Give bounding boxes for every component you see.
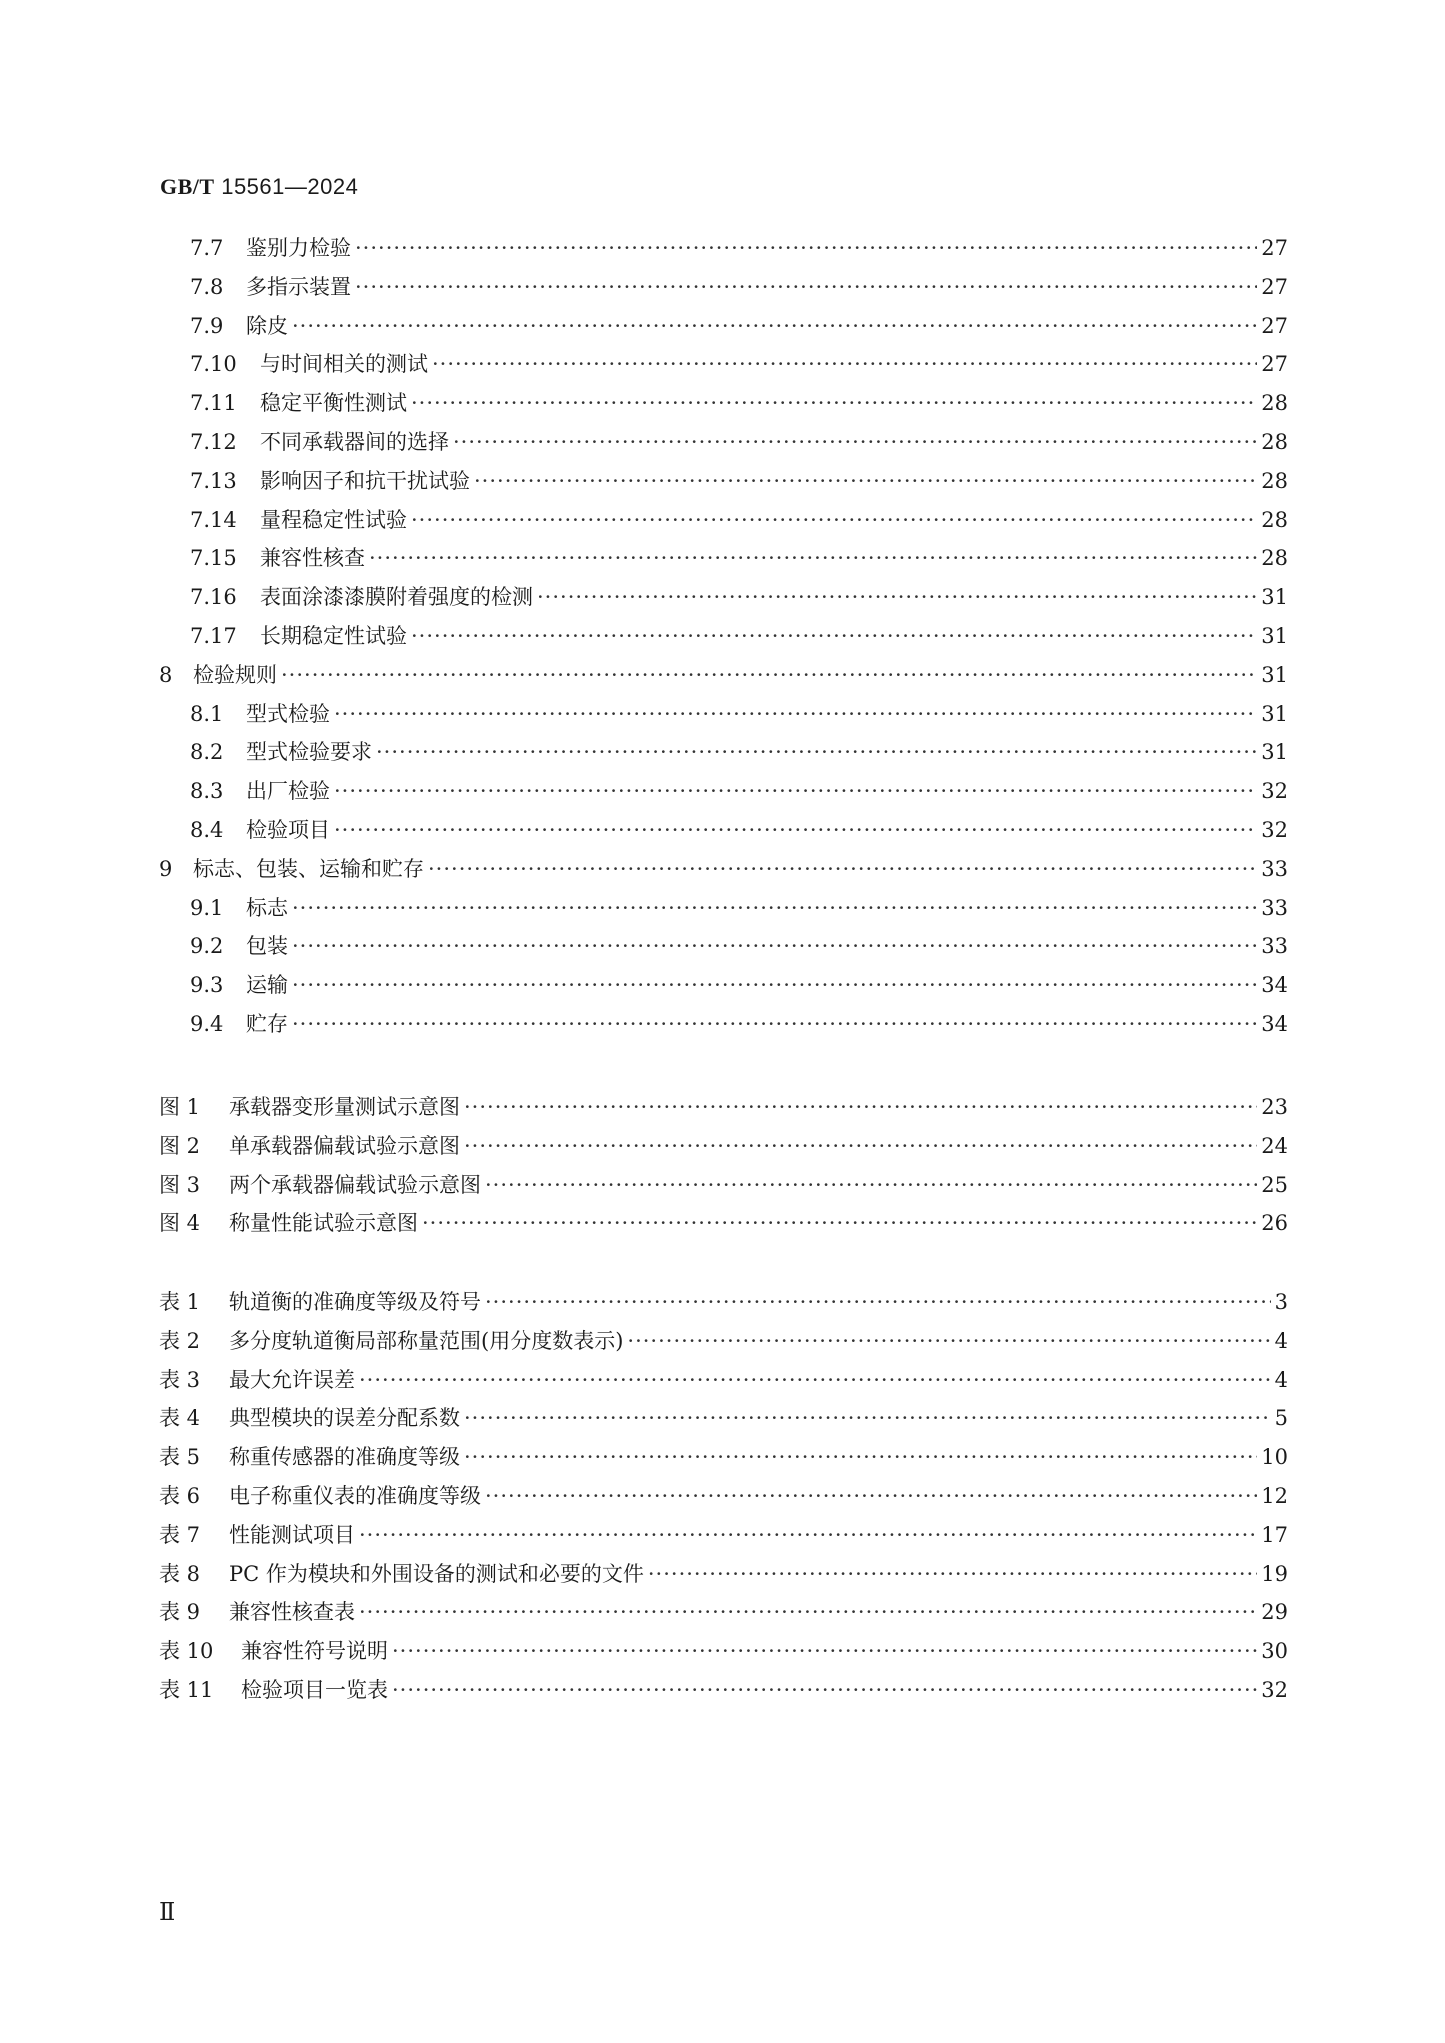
toc-entry[interactable] bbox=[190, 736, 1288, 766]
toc-entry[interactable] bbox=[190, 426, 1288, 456]
dot-leader bbox=[355, 233, 1257, 263]
dot-leader bbox=[474, 466, 1257, 496]
dot-leader bbox=[464, 1092, 1257, 1122]
toc-entry-number: 表 2 bbox=[159, 1328, 201, 1353]
dot-leader bbox=[648, 1559, 1257, 1589]
toc-entry-page: 33 bbox=[1261, 895, 1288, 920]
toc-entry-title: 量程稳定性试验 bbox=[260, 507, 407, 532]
toc-entry-title: 典型模块的误差分配系数 bbox=[229, 1406, 460, 1431]
toc-entry-title: 单承载器偏载试验示意图 bbox=[229, 1133, 460, 1158]
toc-entry-title: 电子称重仪表的准确度等级 bbox=[229, 1484, 481, 1508]
toc-entry-number: 表 8 bbox=[159, 1561, 201, 1586]
toc-entry-number: 图 3 bbox=[159, 1172, 201, 1197]
toc-entry[interactable] bbox=[190, 775, 1288, 805]
toc-entry-number: 9.4 bbox=[190, 1012, 224, 1036]
toc-entry[interactable] bbox=[190, 892, 1288, 922]
document-header bbox=[160, 174, 358, 200]
toc-entry-page: 30 bbox=[1261, 1639, 1288, 1664]
toc-entry-title: 不同承载器间的选择 bbox=[260, 430, 449, 454]
toc-entry-title: 出厂检验 bbox=[246, 779, 330, 804]
dot-leader bbox=[392, 1675, 1257, 1705]
toc-entry[interactable] bbox=[159, 1130, 1288, 1160]
dot-leader bbox=[428, 854, 1257, 884]
toc-entry-title: 兼容性符号说明 bbox=[241, 1639, 388, 1664]
toc-entry[interactable] bbox=[159, 1169, 1288, 1199]
toc-entry[interactable] bbox=[190, 930, 1288, 960]
toc-entry-title: 型式检验要求 bbox=[246, 740, 372, 765]
toc-entry-number: 表 10 bbox=[159, 1639, 214, 1664]
toc-entry-title: 多分度轨道衡局部称量范围(用分度数表示) bbox=[229, 1328, 624, 1353]
toc-entry-page: 26 bbox=[1261, 1211, 1288, 1236]
toc-entry-page: 24 bbox=[1261, 1133, 1288, 1158]
toc-entry-number: 8 bbox=[159, 662, 173, 687]
toc-entry-number: 图 4 bbox=[159, 1211, 201, 1236]
toc-entry-number: 7.12 bbox=[190, 430, 237, 454]
dot-leader bbox=[453, 427, 1257, 457]
dot-leader bbox=[464, 1131, 1257, 1161]
toc-entry[interactable] bbox=[159, 1674, 1288, 1704]
toc-entry-page: 5 bbox=[1274, 1406, 1288, 1431]
toc-entry-page: 32 bbox=[1261, 779, 1288, 804]
dot-leader bbox=[392, 1636, 1257, 1666]
toc-entry-title: 多指示装置 bbox=[246, 274, 351, 299]
toc-entry-title: 性能测试项目 bbox=[229, 1522, 355, 1547]
dot-leader bbox=[422, 1208, 1257, 1238]
toc-entry-title: 检验项目一览表 bbox=[241, 1678, 388, 1702]
toc-entry-page: 3 bbox=[1274, 1290, 1288, 1314]
toc-entry-number: 7.8 bbox=[190, 274, 224, 299]
toc-entry-title: 型式检验 bbox=[246, 701, 330, 726]
toc-entry-title: 除皮 bbox=[246, 313, 288, 338]
toc-entry-page: 28 bbox=[1261, 468, 1288, 493]
toc-entry[interactable] bbox=[190, 620, 1288, 650]
toc-entry-title: 检验项目 bbox=[246, 818, 330, 842]
dot-leader bbox=[627, 1326, 1270, 1356]
toc-entry-number: 7.15 bbox=[190, 546, 237, 571]
toc-entry-title: 贮存 bbox=[246, 1012, 288, 1036]
toc-entry[interactable] bbox=[159, 1286, 1288, 1316]
dot-leader bbox=[537, 582, 1257, 612]
toc-entry-title: 承载器变形量测试示意图 bbox=[229, 1095, 460, 1119]
toc-entry-number: 表 11 bbox=[159, 1678, 214, 1702]
toc-entry-page: 34 bbox=[1261, 1012, 1288, 1036]
toc-entry-number: 7.14 bbox=[190, 507, 237, 532]
toc-entry-number: 8.2 bbox=[190, 740, 224, 765]
dot-leader bbox=[411, 388, 1257, 418]
toc-entry[interactable] bbox=[190, 387, 1288, 417]
toc-entry-page: 19 bbox=[1261, 1561, 1288, 1586]
toc-entry[interactable] bbox=[159, 1558, 1288, 1588]
toc-entry-page: 25 bbox=[1261, 1172, 1288, 1197]
toc-entry-page: 10 bbox=[1261, 1445, 1288, 1470]
toc-entry-page: 28 bbox=[1261, 391, 1288, 416]
toc-entry-number: 表 3 bbox=[159, 1367, 201, 1392]
toc-entry-page: 28 bbox=[1261, 546, 1288, 571]
toc-entry-title: 标志 bbox=[246, 895, 288, 920]
toc-entry[interactable] bbox=[159, 1402, 1288, 1432]
toc-entry-page: 31 bbox=[1261, 701, 1288, 726]
toc-entry-title: 稳定平衡性测试 bbox=[260, 391, 407, 416]
toc-entry-page: 27 bbox=[1261, 352, 1288, 377]
toc-entry-page: 31 bbox=[1261, 585, 1288, 610]
toc-entry-number: 7.9 bbox=[190, 313, 224, 338]
toc-entry-number: 表 7 bbox=[159, 1522, 201, 1547]
dot-leader bbox=[376, 737, 1257, 767]
dot-leader bbox=[464, 1403, 1271, 1433]
toc-entry[interactable] bbox=[190, 814, 1288, 844]
dot-leader bbox=[485, 1481, 1257, 1511]
dot-leader bbox=[292, 931, 1257, 961]
toc-entry[interactable] bbox=[159, 1364, 1288, 1394]
dot-leader bbox=[281, 660, 1257, 690]
dot-leader bbox=[334, 699, 1257, 729]
toc-entry-page: 29 bbox=[1261, 1600, 1288, 1625]
toc-entry[interactable] bbox=[190, 348, 1288, 378]
toc-entry-page: 27 bbox=[1261, 236, 1288, 260]
toc-entry-page: 31 bbox=[1261, 624, 1288, 648]
toc-entry-page: 28 bbox=[1261, 430, 1288, 454]
toc-entry[interactable] bbox=[190, 581, 1288, 611]
toc-entry[interactable] bbox=[159, 659, 1288, 689]
toc-entry-number: 8.1 bbox=[190, 701, 224, 726]
toc-entry-page: 27 bbox=[1261, 313, 1288, 338]
toc-entry-number: 7.13 bbox=[190, 468, 237, 493]
toc-entry-number: 表 5 bbox=[159, 1445, 201, 1470]
toc-entry-number: 9.2 bbox=[190, 934, 224, 959]
toc-entry[interactable] bbox=[159, 1207, 1288, 1237]
toc-entry-page: 31 bbox=[1261, 740, 1288, 765]
toc-entry-title: PC 作为模块和外围设备的测试和必要的文件 bbox=[229, 1561, 644, 1586]
toc-entry-number: 表 6 bbox=[159, 1484, 201, 1508]
dot-leader bbox=[432, 349, 1257, 379]
dot-leader bbox=[359, 1597, 1257, 1627]
toc-entry-title: 最大允许误差 bbox=[229, 1367, 355, 1392]
toc-entry-title: 影响因子和抗干扰试验 bbox=[260, 468, 470, 493]
toc-entry-title: 轨道衡的准确度等级及符号 bbox=[229, 1290, 481, 1314]
toc-entry-number: 8.4 bbox=[190, 818, 224, 842]
toc-entry-page: 28 bbox=[1261, 507, 1288, 532]
toc-entry[interactable] bbox=[159, 1480, 1288, 1510]
dot-leader bbox=[359, 1365, 1271, 1395]
toc-entry-number: 7.10 bbox=[190, 352, 237, 377]
standard-code: GB/T bbox=[160, 174, 215, 199]
toc-entry[interactable] bbox=[190, 542, 1288, 572]
toc-entry[interactable] bbox=[159, 1635, 1288, 1665]
toc-entry[interactable] bbox=[159, 1325, 1288, 1355]
dot-leader bbox=[292, 970, 1257, 1000]
toc-entry[interactable] bbox=[190, 232, 1288, 262]
toc-entry-page: 12 bbox=[1261, 1484, 1288, 1508]
toc-entry-number: 7.7 bbox=[190, 236, 224, 260]
toc-entry-page: 32 bbox=[1261, 818, 1288, 842]
toc-entry-title: 检验规则 bbox=[193, 662, 277, 687]
page-numeral: Ⅱ bbox=[159, 1900, 176, 1926]
toc-entry-title: 表面涂漆漆膜附着强度的检测 bbox=[260, 585, 533, 610]
toc-entry-page: 34 bbox=[1261, 973, 1288, 998]
toc-entry[interactable] bbox=[159, 1596, 1288, 1626]
toc-entry-number: 7.16 bbox=[190, 585, 237, 610]
toc-entry-number: 表 1 bbox=[159, 1290, 201, 1314]
dot-leader bbox=[411, 505, 1257, 535]
toc-entry-number: 表 9 bbox=[159, 1600, 201, 1625]
toc-entry[interactable] bbox=[159, 1441, 1288, 1471]
toc-entry-page: 4 bbox=[1274, 1328, 1288, 1353]
toc-entry-title: 与时间相关的测试 bbox=[260, 352, 428, 377]
dot-leader bbox=[292, 1009, 1257, 1039]
toc-entry[interactable] bbox=[190, 698, 1288, 728]
toc-entry[interactable] bbox=[190, 504, 1288, 534]
dot-leader bbox=[334, 815, 1257, 845]
toc-entry[interactable] bbox=[159, 1091, 1288, 1121]
toc-entry-number: 9.3 bbox=[190, 973, 224, 998]
toc-entry-title: 包装 bbox=[246, 934, 288, 959]
toc-entry-page: 23 bbox=[1261, 1095, 1288, 1119]
toc-entry[interactable] bbox=[159, 853, 1288, 883]
toc-entry-page: 32 bbox=[1261, 1678, 1288, 1702]
toc-entry-number: 图 1 bbox=[159, 1095, 201, 1119]
dot-leader bbox=[292, 893, 1257, 923]
toc-entry-number: 8.3 bbox=[190, 779, 224, 804]
dot-leader bbox=[369, 543, 1257, 573]
toc-entry-number: 7.17 bbox=[190, 624, 237, 648]
toc-entry-number: 7.11 bbox=[190, 391, 237, 416]
dot-leader bbox=[485, 1287, 1271, 1317]
toc-entry[interactable] bbox=[190, 271, 1288, 301]
dot-leader bbox=[411, 621, 1257, 651]
toc-entry-page: 33 bbox=[1261, 856, 1288, 881]
toc-entry-page: 27 bbox=[1261, 274, 1288, 299]
dot-leader bbox=[464, 1442, 1257, 1472]
toc-entry-number: 图 2 bbox=[159, 1133, 201, 1158]
toc-entry[interactable] bbox=[190, 465, 1288, 495]
toc-entry[interactable] bbox=[159, 1519, 1288, 1549]
toc-entry-title: 标志、包装、运输和贮存 bbox=[193, 856, 424, 881]
dot-leader bbox=[355, 272, 1257, 302]
toc-entry-number: 表 4 bbox=[159, 1406, 201, 1431]
dot-leader bbox=[292, 311, 1257, 341]
toc-entry[interactable] bbox=[190, 969, 1288, 999]
toc-entry-title: 兼容性核查表 bbox=[229, 1600, 355, 1625]
toc-entry[interactable] bbox=[190, 310, 1288, 340]
toc-entry-title: 长期稳定性试验 bbox=[260, 624, 407, 648]
toc-entry-title: 兼容性核查 bbox=[260, 546, 365, 571]
toc-entry-title: 鉴别力检验 bbox=[246, 236, 351, 260]
toc-entry-number: 9.1 bbox=[190, 895, 224, 920]
toc-entry-page: 33 bbox=[1261, 934, 1288, 959]
toc-entry-page: 17 bbox=[1261, 1522, 1288, 1547]
toc-entry-title: 称重传感器的准确度等级 bbox=[229, 1445, 460, 1470]
toc-entry[interactable] bbox=[190, 1008, 1288, 1038]
toc-entry-number: 9 bbox=[159, 856, 173, 881]
toc-entry-title: 运输 bbox=[246, 973, 288, 998]
dot-leader bbox=[334, 776, 1257, 806]
toc-entry-title: 两个承载器偏载试验示意图 bbox=[229, 1172, 481, 1197]
dot-leader bbox=[359, 1520, 1257, 1550]
standard-number: 15561—2024 bbox=[221, 174, 359, 199]
toc-entry-page: 4 bbox=[1274, 1367, 1288, 1392]
toc-entry-title: 称量性能试验示意图 bbox=[229, 1211, 418, 1236]
toc-entry-page: 31 bbox=[1261, 662, 1288, 687]
dot-leader bbox=[485, 1170, 1257, 1200]
